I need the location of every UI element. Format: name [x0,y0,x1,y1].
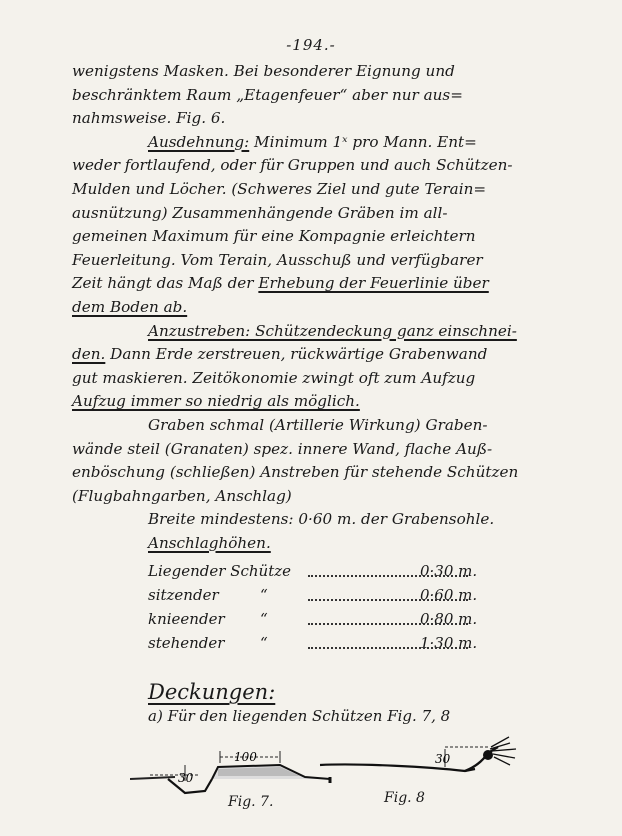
text-segment: (Flugbahngarben, Anschlag) [72,486,292,505]
text-segment: Graben schmal (Artillerie Wirkung) Graben- [148,415,488,434]
fig7-label: Fig. 7. [228,794,274,810]
deckungen-item-a: a) Für den liegenden Schützen Fig. 7, 8 [148,707,451,725]
text-line [72,202,552,226]
trench-sketches [130,735,550,815]
text-line [72,367,552,391]
dotted-leader [308,575,468,577]
ditto-mark: “ [260,586,268,604]
text-segment: beschränktem Raum „Etagenfeuer“ aber nur aus= [72,85,463,104]
text-line [72,508,552,532]
text-segment: Minimum 1ˣ pro Mann. Ent= [249,132,477,151]
anschlag-row [148,634,508,658]
dotted-leader [308,623,468,625]
text-line [72,414,552,438]
underlined-text: Erhebung der Feuerlinie über [258,274,489,293]
anschlag-height-table [148,562,508,658]
row-label: stehender [148,634,225,652]
text-line [72,249,552,273]
text-segment: Dann Erde zerstreuen, rückwärtige Grabenwand [105,345,488,364]
text-line [72,178,552,202]
text-segment: nahmsweise. Fig. 6. [72,109,226,128]
text-line [72,107,552,131]
underlined-text: Anschlaghöhen. [148,533,271,552]
fig8-label: Fig. 8 [384,790,425,806]
text-segment: Feuerleitung. Vom Terain, Ausschuß und verfügbarer [72,250,483,269]
row-label: knieender [148,610,225,628]
text-segment: Zeit hängt das Maß der [72,274,259,293]
text-line [72,131,552,155]
text-segment: ausnützung) Zusammenhängende Gräben im all- [72,203,448,222]
text-line [72,532,552,556]
text-segment: gemeinen Maximum für eine Kompagnie erleichtern [72,227,476,246]
text-line [72,84,552,108]
handwritten-text-body [72,60,552,555]
row-value: 0·30 m. [420,562,478,580]
text-line [72,438,552,462]
fig7-sketch [130,751,330,793]
text-line [72,225,552,249]
dotted-leader [308,647,468,649]
deckungen-heading: Deckungen: [148,680,276,704]
text-segment: wenigstens Masken. Bei besonderer Eignung und [72,62,455,80]
row-value: 0·60 m. [420,586,478,604]
text-line [72,296,552,320]
ditto-mark: “ [260,634,268,652]
anschlag-row [148,586,508,610]
anschlag-row [148,610,508,634]
ditto-mark: “ [260,610,268,628]
text-line [72,485,552,509]
text-line [72,272,552,296]
text-line [72,390,552,414]
text-line [72,320,552,344]
fig7-dim-top: 100 [234,750,257,764]
row-value: 1·30 m. [420,634,478,652]
row-label: sitzender [148,586,219,604]
text-segment: Breite mindestens: 0·60 m. der Grabensohle. [148,510,495,529]
underlined-text: Aufzug immer so niedrig als möglich. [72,392,360,411]
anschlag-row [148,562,508,586]
underlined-text: Ausdehnung: [148,132,250,151]
dotted-leader [308,599,468,601]
underlined-text: dem Boden ab. [72,297,188,316]
underlined-text: den. [72,345,106,364]
text-line [72,60,552,84]
text-segment: enböschung (schließen) Anstreben für stehende Schützen [72,463,519,482]
text-line [72,461,552,485]
row-value: 0·80 m. [420,610,478,628]
fig8-sketch [320,737,516,771]
text-line [72,343,552,367]
underlined-text: Anzustreben: Schützendeckung ganz einschnei- [148,321,517,340]
text-line [72,154,552,178]
text-segment: Mulden und Löcher. (Schweres Ziel und gute Terain= [72,179,487,198]
fig8-dim: 30 [435,752,451,766]
text-segment: weder fortlaufend, oder für Gruppen und auch Schützen- [72,156,513,175]
row-label: Liegender Schütze [148,562,291,580]
fig7-dim-left: 30 [178,771,194,785]
text-segment: gut maskieren. Zeitökonomie zwingt oft zum Aufzug [72,368,476,387]
page-number: -194.- [286,36,336,54]
text-segment: wände steil (Granaten) spez. innere Wand, flache Auß- [72,439,493,458]
